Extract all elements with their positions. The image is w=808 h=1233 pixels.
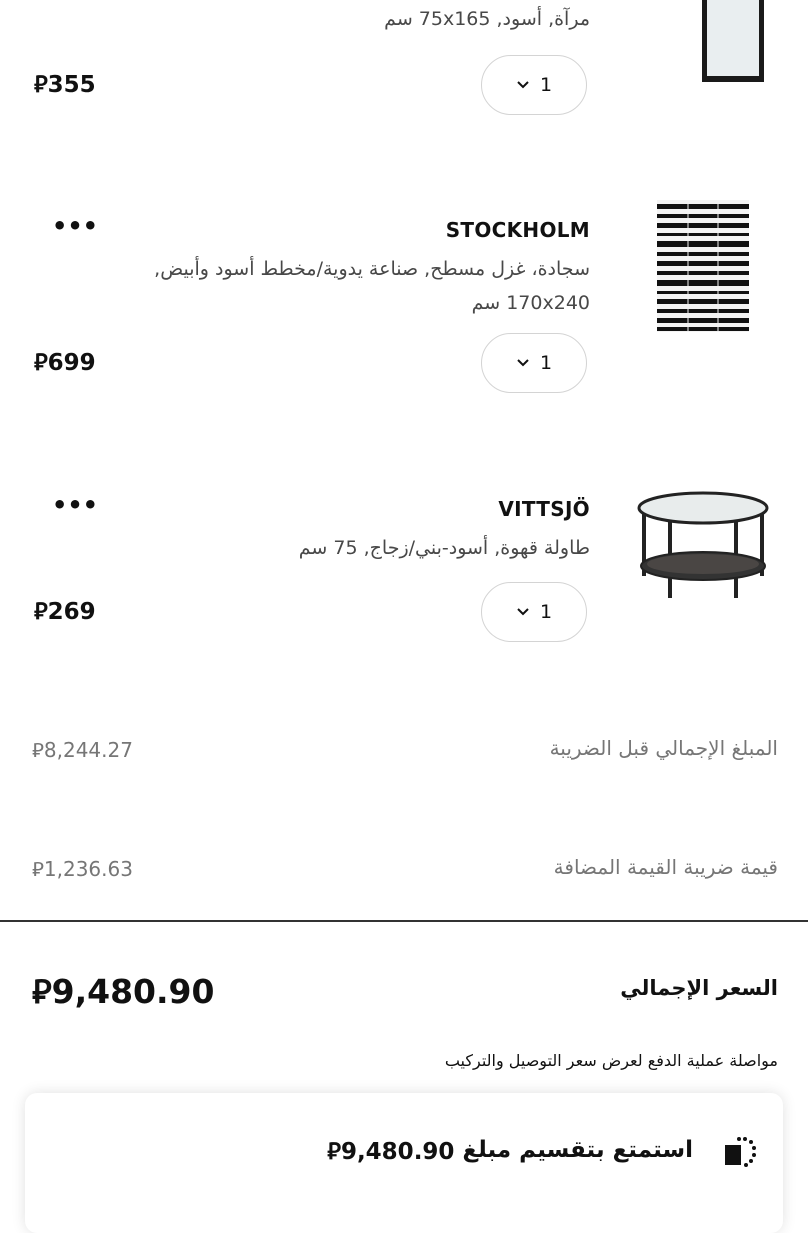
product-1-quantity-select[interactable] — [481, 55, 587, 115]
summary-divider — [0, 920, 808, 922]
product-3-price: ⃁269 — [34, 599, 96, 625]
riyal-icon: ⃁ — [34, 599, 48, 625]
product-2-description: سجادة، غزل مسطح, صناعة يدوية/مخطط أسود وأبيض, 170x240 سم — [154, 258, 590, 314]
installment-amount: ⃁9,480.90 — [327, 1139, 455, 1165]
split-payment-icon — [721, 1135, 757, 1173]
quantity-value: 1 — [539, 74, 553, 96]
product-1-price: ⃁355 — [34, 72, 96, 98]
total-label: السعر الإجمالي — [620, 976, 778, 1000]
product-2-name[interactable]: STOCKHOLM — [445, 218, 590, 242]
more-dots-icon: ••• — [52, 491, 99, 519]
product-1-description: مرآة, أسود, 75x165 سم — [384, 8, 590, 30]
riyal-icon: ⃁ — [34, 72, 48, 98]
installment-text: استمتع بتقسيم مبلغ — [462, 1137, 693, 1163]
product-3-more-options[interactable] — [52, 491, 98, 519]
riyal-icon: ⃁ — [32, 972, 52, 1011]
riyal-icon: ⃁ — [327, 1139, 341, 1165]
quantity-value: 1 — [539, 601, 553, 623]
product-2-price: ⃁699 — [34, 350, 96, 376]
total-value: ⃁9,480.90 — [32, 972, 215, 1011]
chevron-down-icon — [516, 80, 530, 90]
product-3-quantity-select[interactable] — [481, 582, 587, 642]
subtotal-label: المبلغ الإجمالي قبل الضريبة — [549, 736, 778, 760]
vat-label: قيمة ضريبة القيمة المضافة — [553, 855, 778, 879]
product-3-name[interactable]: VITTSJÖ — [498, 497, 590, 521]
riyal-icon: ⃁ — [32, 857, 44, 881]
product-2-quantity-select[interactable] — [481, 333, 587, 393]
riyal-icon: ⃁ — [32, 738, 44, 762]
delivery-note: مواصلة عملية الدفع لعرض سعر التوصيل والتركيب — [444, 1051, 778, 1070]
subtotal-value: ⃁8,244.27 — [32, 738, 133, 762]
vat-value: ⃁1,236.63 — [32, 857, 133, 881]
chevron-down-icon — [516, 607, 530, 617]
more-dots-icon: ••• — [52, 212, 99, 240]
quantity-value: 1 — [539, 352, 553, 374]
coffee-table-image[interactable] — [634, 490, 772, 606]
chevron-down-icon — [516, 358, 530, 368]
riyal-icon: ⃁ — [34, 350, 48, 376]
installment-card[interactable] — [25, 1093, 783, 1233]
rug-image[interactable] — [657, 200, 749, 336]
product-3-description: طاولة قهوة, أسود-بني/زجاج, 75 سم — [298, 537, 590, 559]
product-2-more-options[interactable] — [52, 212, 98, 240]
mirror-image[interactable] — [700, 0, 766, 88]
